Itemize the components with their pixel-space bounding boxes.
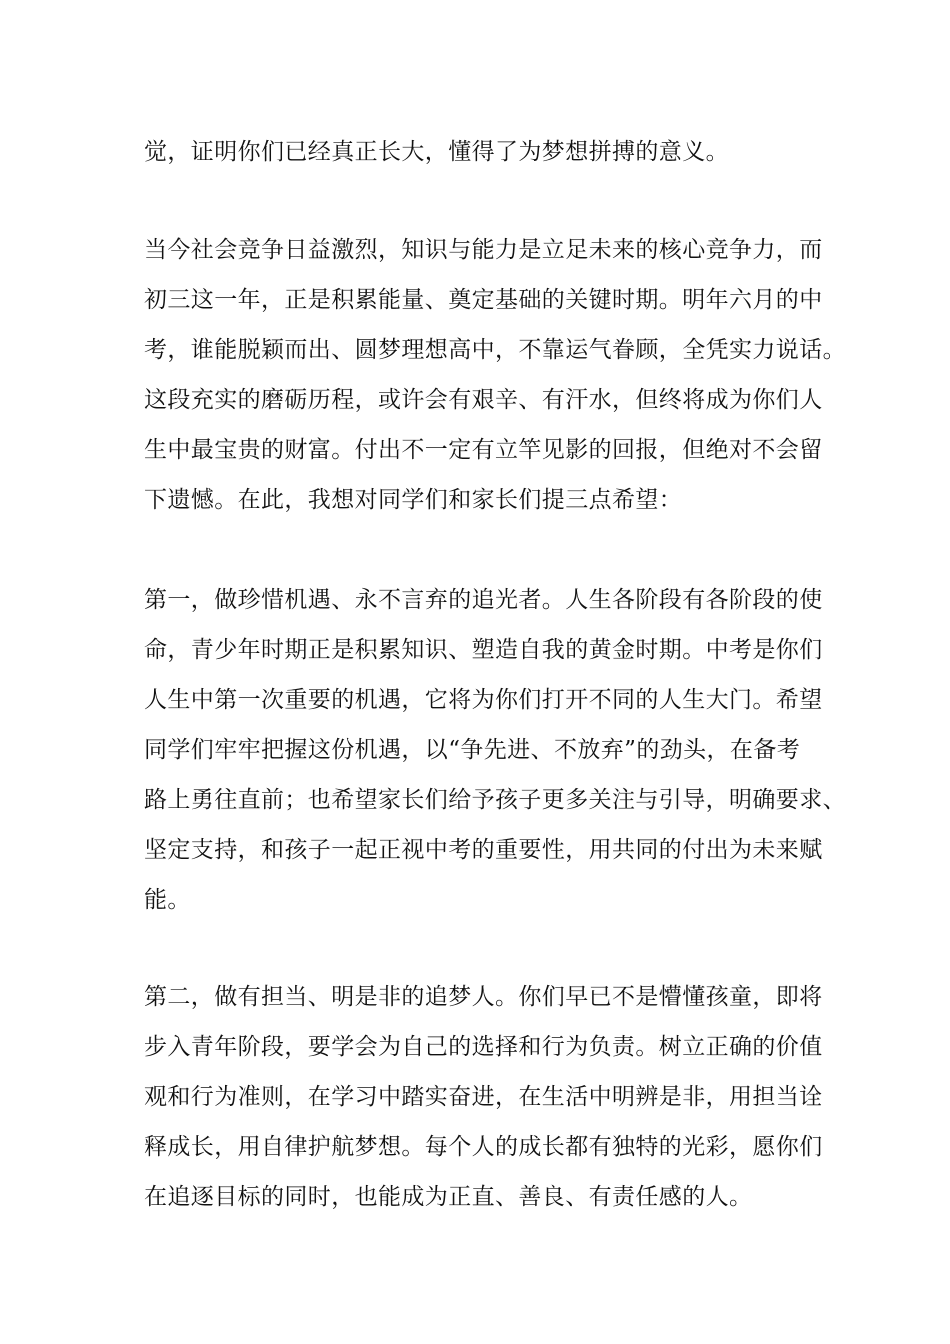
text-line: 这段充实的磨砺历程，或许会有艰辛、有汗水，但终将成为你们人: [144, 387, 823, 413]
text-line: 能。: [144, 887, 191, 913]
text-line: 第一，做珍惜机遇、永不言弃的追光者。人生各阶段有各阶段的使: [144, 587, 823, 613]
text-line: 生中最宝贵的财富。付出不一定有立竿见影的回报，但绝对不会留: [144, 437, 823, 463]
text-line: 步入青年阶段，要学会为自己的选择和行为负责。树立正确的价值: [144, 1034, 823, 1060]
paragraph-continuation: [144, 127, 824, 177]
text-line: 释成长，用自律护航梦想。每个人的成长都有独特的光彩，愿你们: [144, 1134, 823, 1160]
text-line: 坚定支持，和孩子一起正视中考的重要性，用共同的付出为未来赋: [144, 837, 823, 863]
text-line: 命，青少年时期正是积累知识、塑造自我的黄金时期。中考是你们: [144, 637, 823, 663]
text-line: 觉，证明你们已经真正长大，懂得了为梦想拼搏的意义。: [144, 139, 729, 165]
paragraph-competition: [144, 225, 846, 525]
text-line: 观和行为准则，在学习中踏实奋进，在生活中明辨是非，用担当诠: [144, 1084, 823, 1110]
text-line: 初三这一年，正是积累能量、奠定基础的关键时期。明年六月的中: [144, 287, 823, 313]
paragraph-hope-second: [144, 972, 824, 1222]
text-line: 当今社会竞争日益激烈，知识与能力是立足未来的核心竞争力，而: [144, 237, 823, 263]
text-line: 考，谁能脱颖而出、圆梦理想高中，不靠运气眷顾，全凭实力说话。: [144, 337, 846, 363]
text-line: 下遗憾。在此，我想对同学们和家长们提三点希望：: [144, 487, 683, 513]
paragraph-hope-first: [144, 575, 846, 925]
text-line: 同学们牢牢把握这份机遇，以“争先进、不放弃”的劲头，在备考: [144, 737, 801, 763]
text-line: 第二，做有担当、明是非的追梦人。你们早已不是懵懂孩童，即将: [144, 984, 823, 1010]
text-line: 路上勇往直前；也希望家长们给予孩子更多关注与引导，明确要求、: [144, 787, 846, 813]
text-line: 人生中第一次重要的机遇，它将为你们打开不同的人生大门。希望: [144, 687, 823, 713]
text-line: 在追逐目标的同时，也能成为正直、善良、有责任感的人。: [144, 1184, 753, 1210]
